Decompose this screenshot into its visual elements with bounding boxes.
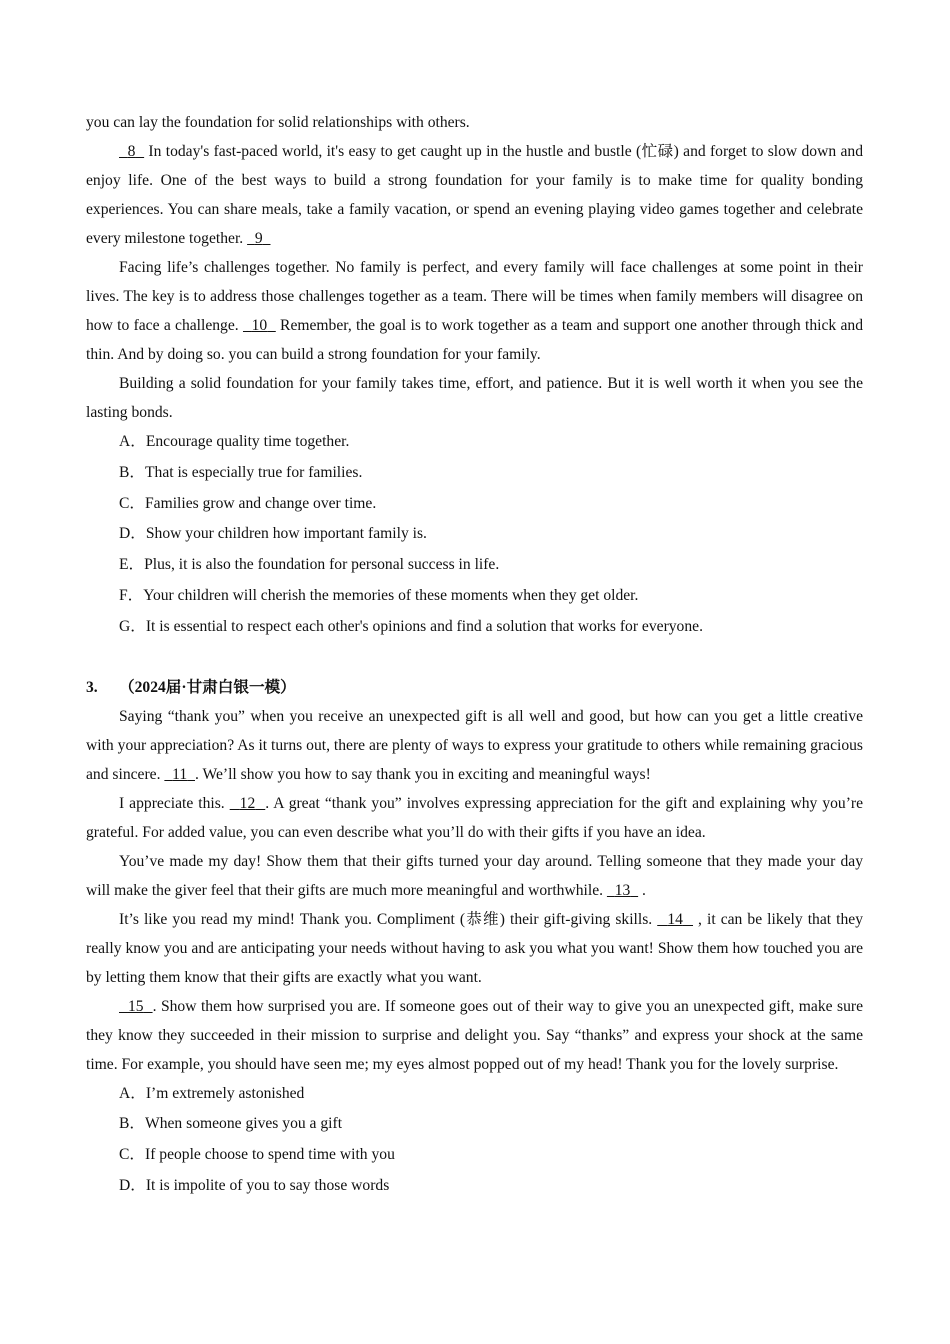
answer-option: F．Your children will cherish the memories of these moments when they get older. — [119, 586, 639, 604]
paragraph — [86, 108, 863, 137]
paragraph — [86, 905, 863, 992]
answer-blank-line — [187, 766, 195, 783]
answer-blank-line — [247, 230, 255, 247]
answer-blank-line — [243, 317, 252, 334]
answer-blank-line — [144, 998, 153, 1015]
paragraph-text: you can lay the foundation for solid relationships with others. — [86, 114, 470, 131]
answer-blank-line — [607, 882, 615, 899]
paragraph-text: . We’ll show you how to say thank you in exciting and meaningful ways! — [194, 765, 651, 783]
paragraph-text: Facing life’s challenges together. No family is perfect, and every family will face challenges at some point in their lives. The key is to address those challenges together as a team. There will be times when family members will disagree on how to face a challenge. — [86, 259, 863, 334]
paragraph-text: In today's fast-paced world, it's easy to get caught up in the hustle and bustle (忙碌) and forget to slow down and enjoy life. One of the best ways to build a strong foundation for your family is to make time for quality bonding experiences. You can share meals, take a family vacation, or spend an evening playing video games together and celebrate every milestone together. — [86, 143, 864, 247]
answer-option: A．I’m extremely astonished — [119, 1084, 305, 1102]
paragraph-text: I appreciate this. — [119, 794, 230, 812]
answer-blank-line — [267, 317, 276, 334]
answer-option: E．Plus, it is also the foundation for personal success in life. — [119, 556, 500, 574]
answer-blank-line — [135, 143, 144, 160]
answer-option: B．When someone gives you a gift — [119, 1115, 343, 1133]
answer-blank-line — [164, 766, 172, 783]
paragraph — [86, 847, 863, 905]
answer-blank-line — [630, 882, 638, 899]
answer-blank[interactable]: 11 — [172, 765, 188, 783]
passage-3-options — [86, 1079, 863, 1202]
answer-option: D．Show your children how important family is. — [119, 525, 427, 543]
question-3-header — [86, 673, 863, 702]
question-number: 3. — [86, 678, 98, 696]
passage-2-body — [86, 108, 863, 427]
paragraph-text: Remember, the goal is to work together as a team and support one another through thick and thin. And by doing so. you can build a strong foundation for your family. — [86, 317, 864, 363]
answer-blank-line — [683, 911, 693, 928]
answer-blank[interactable]: 15 — [127, 997, 144, 1015]
paragraph — [86, 992, 863, 1079]
answer-blank-line — [119, 143, 128, 160]
answer-option: C．Families grow and change over time. — [119, 494, 377, 512]
answer-option: B．That is especially true for families. — [119, 463, 363, 481]
paragraph-text: Building a solid foundation for your family takes time, effort, and patience. But it is well worth it when you see the lasting bonds. — [86, 375, 863, 421]
answer-blank-line — [230, 795, 240, 812]
paragraph — [86, 369, 863, 427]
answer-blank-line — [119, 998, 128, 1015]
answer-option: C．If people choose to spend time with you — [119, 1146, 395, 1164]
answer-option: A．Encourage quality time together. — [119, 433, 350, 450]
answer-blank[interactable]: 8 — [127, 143, 136, 160]
passage-2-options — [86, 427, 863, 643]
paragraph-text: You’ve made my day! Show them that their gifts turned your day around. Telling someone that they made your day will make the giver feel that their gifts are much more meaningful and worthwhile. — [86, 852, 863, 899]
answer-blank[interactable]: 14 — [667, 910, 683, 928]
answer-blank[interactable]: 9 — [254, 230, 263, 247]
paragraph — [86, 253, 863, 369]
answer-blank[interactable]: 13 — [614, 881, 631, 899]
answer-blank[interactable]: 12 — [239, 794, 256, 812]
answer-blank-line — [657, 911, 667, 928]
passage-3-body — [86, 702, 863, 1079]
paragraph — [86, 789, 863, 847]
paragraph-text: . Show them how surprised you are. If someone goes out of their way to give you an unexpected gift, make sure they know they succeeded in their mission to surprise and delight you. Say “thanks” and express your shock at the same time. For example, you should have seen me; my eyes almost popped out of my head! Thank you for the lovely surprise. — [86, 997, 864, 1073]
paragraph-text: , it can be likely that they really know you and are anticipating your needs without having to ask you what you want! Show them how touched you are by letting them know that their gifts are exactly what you want. — [86, 910, 863, 986]
answer-option: G．It is essential to respect each other's opinions and find a solution that works for everyone. — [119, 617, 703, 635]
answer-blank-line — [263, 230, 271, 247]
paragraph-text: It’s like you read my mind! Thank you. Compliment (恭维) their gift-giving skills. — [119, 910, 658, 928]
answer-blank[interactable]: 10 — [251, 317, 268, 334]
document-page — [86, 108, 863, 1202]
answer-blank-line — [255, 795, 265, 812]
paragraph — [86, 137, 863, 253]
paragraph — [86, 702, 863, 789]
question-source: （2024届·甘肃白银一模） — [119, 678, 296, 696]
paragraph-text: . — [638, 881, 646, 899]
paragraph-text: . A great “thank you” involves expressing appreciation for the gift and explaining why you’re grateful. For added value, you can even describe what you’ll do with their gifts if you have an idea. — [86, 794, 864, 841]
paragraph-text: Saying “thank you” when you receive an unexpected gift is all well and good, but how can you get a little creative with your appreciation? As it turns out, there are plenty of ways to express your gratitude to others while remaining gracious and sincere. — [86, 707, 863, 783]
answer-option: D．It is impolite of you to say those words — [119, 1176, 390, 1194]
